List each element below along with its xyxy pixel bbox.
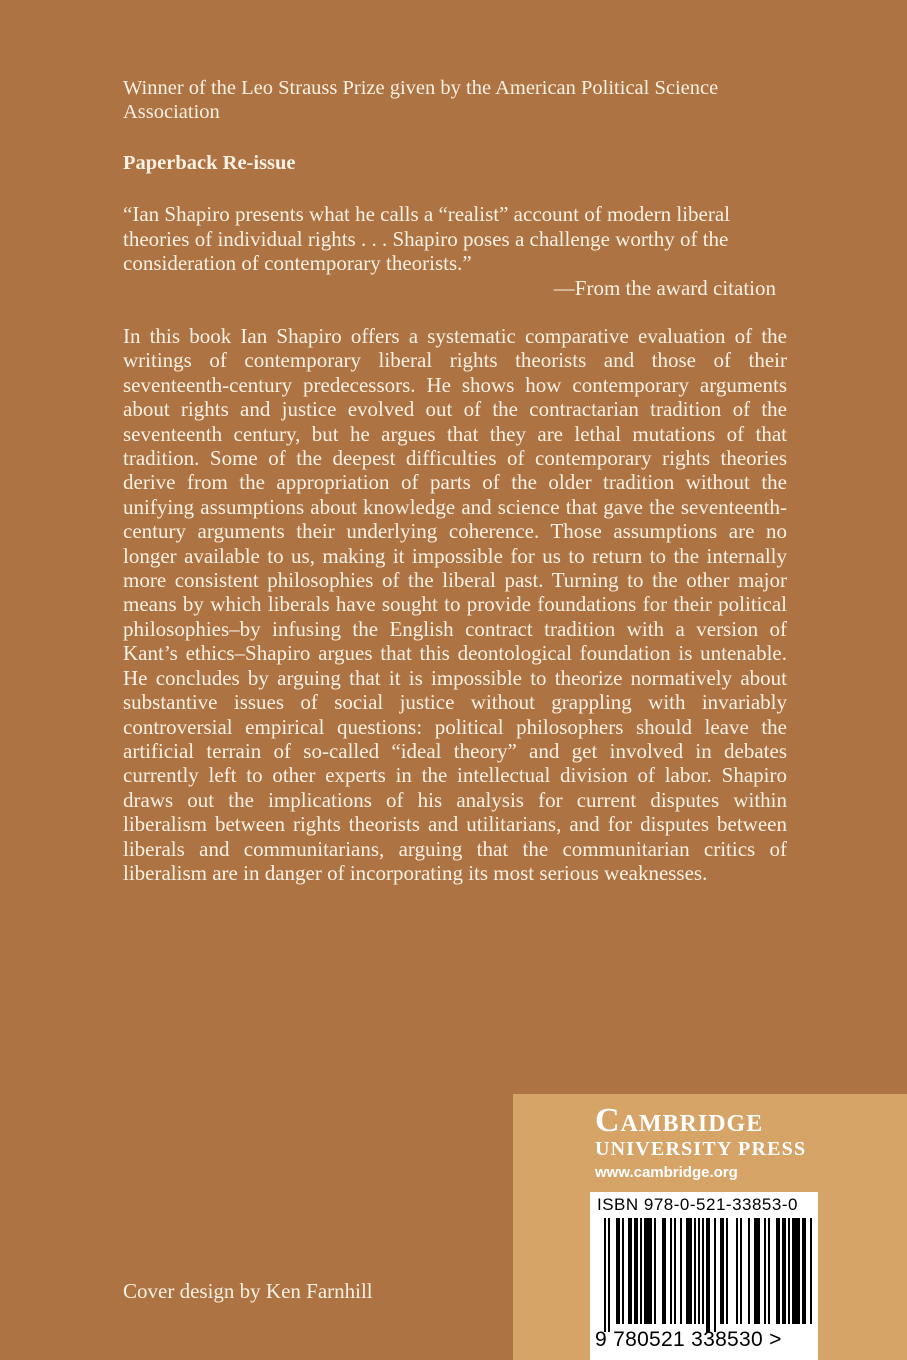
barcode-bar — [776, 1218, 780, 1324]
barcode-bar — [768, 1218, 770, 1324]
isbn-barcode — [590, 1192, 818, 1360]
barcode-bar — [792, 1218, 800, 1324]
publisher-panel — [513, 1094, 907, 1360]
barcode-bar — [670, 1218, 672, 1324]
barcode-bar — [644, 1218, 652, 1324]
barcode-bar — [604, 1218, 606, 1332]
barcode-bar — [740, 1218, 742, 1324]
barcode-bar — [714, 1218, 716, 1332]
barcode-bar — [654, 1218, 656, 1324]
book-description: In this book Ian Shapiro offers a systematic comparative evaluation of the writings of contemporary liberal rights theorists and those of their seventeenth-century predecessors. He shows how contemporary arguments about rights and justice evolved out of the contractarian tradition of the seventeenth century, but he argues that they are lethal mutations of that tradition. Some of the deepest difficulties of contemporary rights theories derive from the appropriation of parts of the older tradition without the unifying assumptions about knowledge and science that gave the seventeenth-century arguments their underlying coherence. Those assumptions are no longer available to us, making it impossible for us to return to the internally more consistent philosophies of the liberal past. Turning to the other major means by which liberals have sought to provide foundations for their political philosophies–by infusing the English contract tradition with a version of Kant’s ethics–Shapiro argues that this deontological foundation is untenable. He concludes by arguing that it is impossible to theorize normatively about substantive issues of social justice without grappling with invariably controversial empirical questions: political philosophers should leave the artificial terrain of so-called “ideal theory” and get involved in debates currently left to other experts in the intellectual division of labor. Shapiro draws out the implications of his analysis for current disputes within liberalism between rights theorists and utilitarians, and for disputes between liberals and communitarians, arguing that the communitarian critics of liberalism are in danger of incorporating its most serious weaknesses. — [123, 324, 787, 885]
barcode-bar — [764, 1218, 766, 1324]
barcode-bar — [694, 1218, 696, 1324]
barcode-bar — [802, 1218, 806, 1324]
barcode-bar — [674, 1218, 676, 1324]
barcode-bar — [698, 1218, 700, 1324]
barcode-bar — [686, 1218, 692, 1324]
award-statement: Winner of the Leo Strauss Prize given by the American Political Science Association — [123, 77, 719, 123]
barcode-bar — [628, 1218, 632, 1324]
barcode-bar — [782, 1218, 786, 1324]
barcode-bar — [640, 1218, 642, 1324]
barcode-bar — [622, 1218, 624, 1324]
barcode-bar — [634, 1218, 638, 1324]
barcode-bar — [608, 1218, 610, 1332]
barcode-digits: 9 780521 338530 > — [595, 1328, 782, 1351]
barcode-bar — [720, 1218, 724, 1324]
publisher-name: Cambridge — [595, 1102, 764, 1139]
cover-credit: Cover design by Ken Farnhill — [123, 1279, 373, 1303]
review-quote: “Ian Shapiro presents what he calls a “realist” account of modern liberal theories of individual rights . . . Shapiro poses a challenge worthy of the consideration of contemporary theorists.” — [123, 202, 731, 275]
barcode-bar — [748, 1218, 750, 1324]
publisher-url: www.cambridge.org — [595, 1164, 738, 1181]
barcode-bar — [788, 1218, 790, 1324]
barcode-bar — [706, 1218, 710, 1332]
barcode-bar — [680, 1218, 682, 1324]
barcode-bar — [736, 1218, 738, 1324]
quote-attribution: —From the award citation — [553, 276, 776, 300]
barcode-bar — [662, 1218, 666, 1324]
reissue-label: Paperback Re-issue — [123, 152, 296, 174]
barcode-bar — [702, 1218, 704, 1324]
barcode-bar — [616, 1218, 620, 1324]
barcode-bar — [810, 1218, 812, 1324]
publisher-subtitle: UNIVERSITY PRESS — [595, 1138, 807, 1160]
barcode-bar — [726, 1218, 728, 1324]
barcode-bar — [754, 1218, 760, 1324]
isbn-label: ISBN 978-0-521-33853-0 — [597, 1195, 798, 1214]
